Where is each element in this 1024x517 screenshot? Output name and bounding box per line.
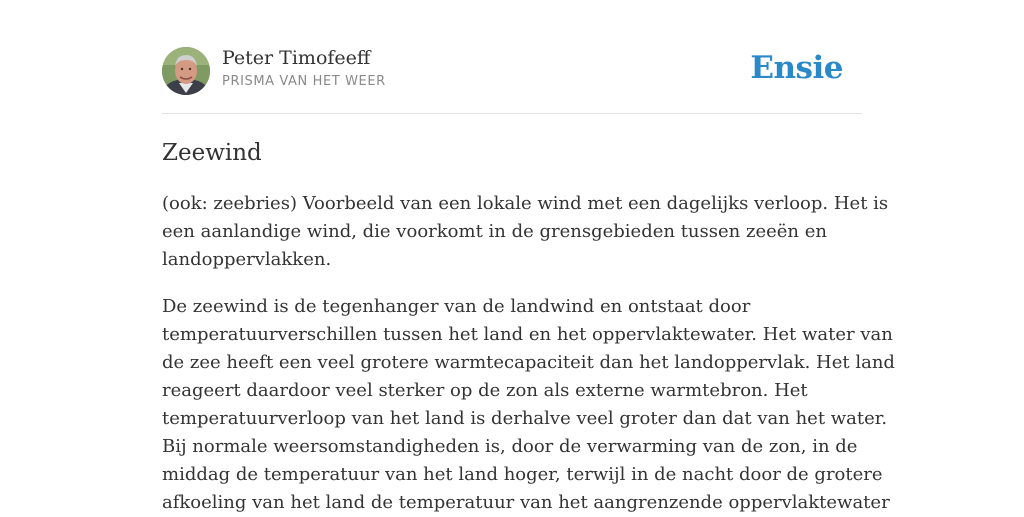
- paragraph-line: Bij normale weersomstandigheden is, door de verwarming van de zon, in de: [162, 436, 858, 457]
- paragraph-line: een aanlandige wind, die voorkomt in de grensgebieden tussen zeeën en: [162, 221, 827, 242]
- paragraph-line: (ook: zeebries) Voorbeeld van een lokale wind met een dagelijks verloop. Het is: [162, 193, 889, 214]
- paragraph-line: temperatuurverloop van het land is derhalve veel groter dan dat van het water.: [162, 408, 888, 429]
- ensie-logo[interactable]: Ensie: [750, 50, 843, 86]
- header: [162, 0, 862, 114]
- article-paragraph-2: [162, 293, 895, 517]
- paragraph-line: reageert daardoor veel sterker op de zon als externe warmtebron. Het: [162, 380, 808, 401]
- paragraph-line: afkoeling van het land de temperatuur van het aangrenzende oppervlaktewater: [162, 492, 890, 513]
- author-source[interactable]: PRISMA VAN HET WEER: [222, 74, 386, 89]
- article-paragraph-1: [162, 190, 889, 274]
- paragraph-line: de zee heeft een veel grotere warmtecapaciteit dan het landoppervlak. Het land: [162, 352, 895, 373]
- avatar[interactable]: [162, 47, 210, 95]
- author-info: [222, 45, 386, 91]
- avatar-image: [162, 47, 210, 95]
- paragraph-line: landoppervlakken.: [162, 249, 332, 270]
- paragraph-line: De zeewind is de tegenhanger van de landwind en ontstaat door: [162, 296, 751, 317]
- author-name[interactable]: Peter Timofeeff: [222, 47, 371, 69]
- paragraph-line: temperatuurverschillen tussen het land en het oppervlaktewater. Het water van: [162, 324, 893, 345]
- page: [162, 0, 895, 517]
- article-title: Zeewind: [162, 140, 262, 166]
- paragraph-line: middag de temperatuur van het land hoger, terwijl in de nacht door de grotere: [162, 464, 883, 485]
